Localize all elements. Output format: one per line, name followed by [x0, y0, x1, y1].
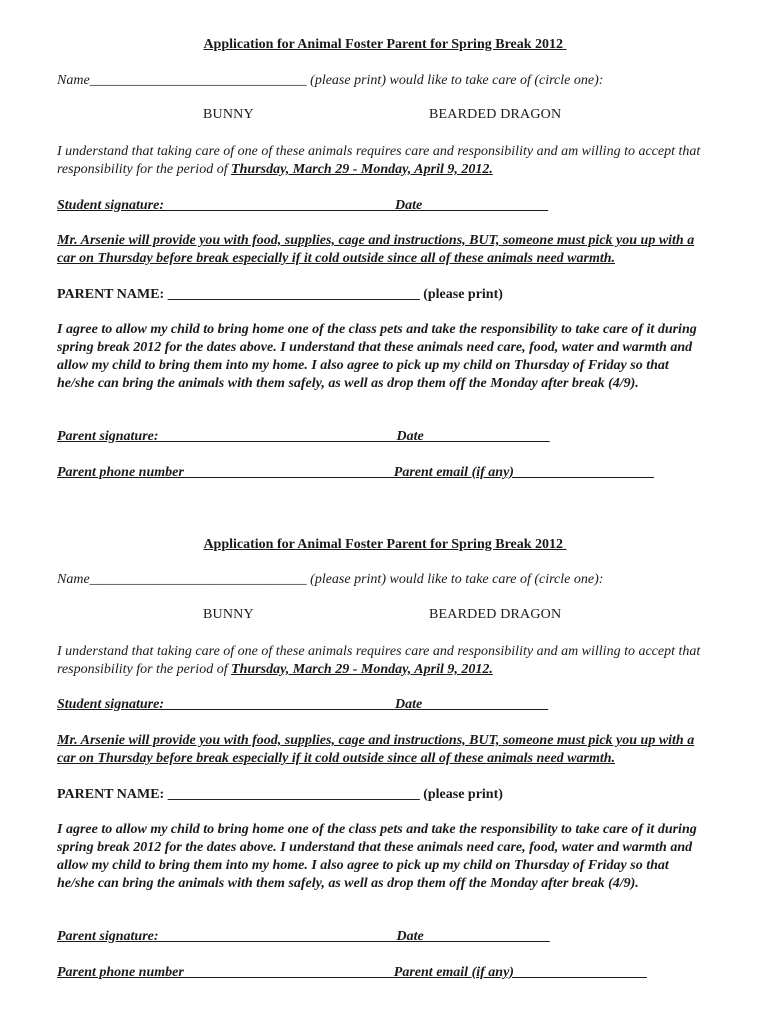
parent-name-line[interactable]: PARENT NAME: ____________________________________ (please print) [57, 787, 503, 802]
choice-bunny[interactable]: BUNNY [203, 607, 254, 622]
parent-signature-line[interactable]: Parent signature:__________________________________Date__________________ [57, 929, 550, 944]
parent-contact-line[interactable]: Parent phone number______________________________Parent email (if any)____________________ [57, 465, 654, 480]
student-signature-line[interactable]: Student signature:_________________________________Date__________________ [57, 697, 549, 712]
form-title: Application for Animal Foster Parent for Spring Break 2012 [203, 537, 567, 552]
pickup-notice: Mr. Arsenie will provide you with food, supplies, cage and instructions, BUT, someone must pick you up with a car on Thursday before break especially if it cold outside since all of these animals need warmth. [57, 733, 695, 766]
pickup-notice: Mr. Arsenie will provide you with food, supplies, cage and instructions, BUT, someone must pick you up with a car on Thursday before break especially if it cold outside since all of these animals need warmth. [57, 233, 695, 266]
choice-bearded-dragon[interactable]: BEARDED DRAGON [429, 607, 562, 622]
parent-agreement: I agree to allow my child to bring home one of the class pets and take the responsibility to take care of it during spring break 2012 for the dates above. I understand that these animals need care, food, water and warmth and allow my child to bring them into my home. I also agree to pick up my child on Thursday of Friday so that he/she can bring the animals with them safely, as well as drop them off the Monday after break (4/9). [57, 322, 697, 391]
student-name-line[interactable]: Name_______________________________ (please print) would like to take care of (circle one): [57, 572, 604, 587]
parent-contact-line[interactable]: Parent phone number______________________________Parent email (if any)___________________ [57, 965, 647, 980]
form-title: Application for Animal Foster Parent for Spring Break 2012 [203, 37, 567, 52]
foster-period: Thursday, March 29 - Monday, April 9, 2012. [231, 662, 493, 677]
responsibility-statement [57, 143, 717, 179]
student-name-line[interactable]: Name_______________________________ (please print) would like to take care of (circle one): [57, 73, 604, 88]
responsibility-statement [57, 643, 717, 679]
choice-bunny[interactable]: BUNNY [203, 107, 254, 122]
parent-signature-line[interactable]: Parent signature:__________________________________Date__________________ [57, 429, 550, 444]
foster-period: Thursday, March 29 - Monday, April 9, 2012. [231, 162, 493, 177]
parent-agreement: I agree to allow my child to bring home one of the class pets and take the responsibility to take care of it during spring break 2012 for the dates above. I understand that these animals need care, food, water and warmth and allow my child to bring them into my home. I also agree to pick up my child on Thursday of Friday so that he/she can bring the animals with them safely, as well as drop them off the Monday after break (4/9). [57, 822, 697, 891]
responsibility-text: I understand that taking care of one of these animals requires care and responsibility and am willing to accept that responsibility for the period of [57, 144, 701, 177]
student-signature-line[interactable]: Student signature:_________________________________Date__________________ [57, 198, 549, 213]
choice-bearded-dragon[interactable]: BEARDED DRAGON [429, 107, 562, 122]
responsibility-text: I understand that taking care of one of these animals requires care and responsibility and am willing to accept that responsibility for the period of [57, 644, 701, 677]
parent-name-line[interactable]: PARENT NAME: ____________________________________ (please print) [57, 287, 503, 302]
